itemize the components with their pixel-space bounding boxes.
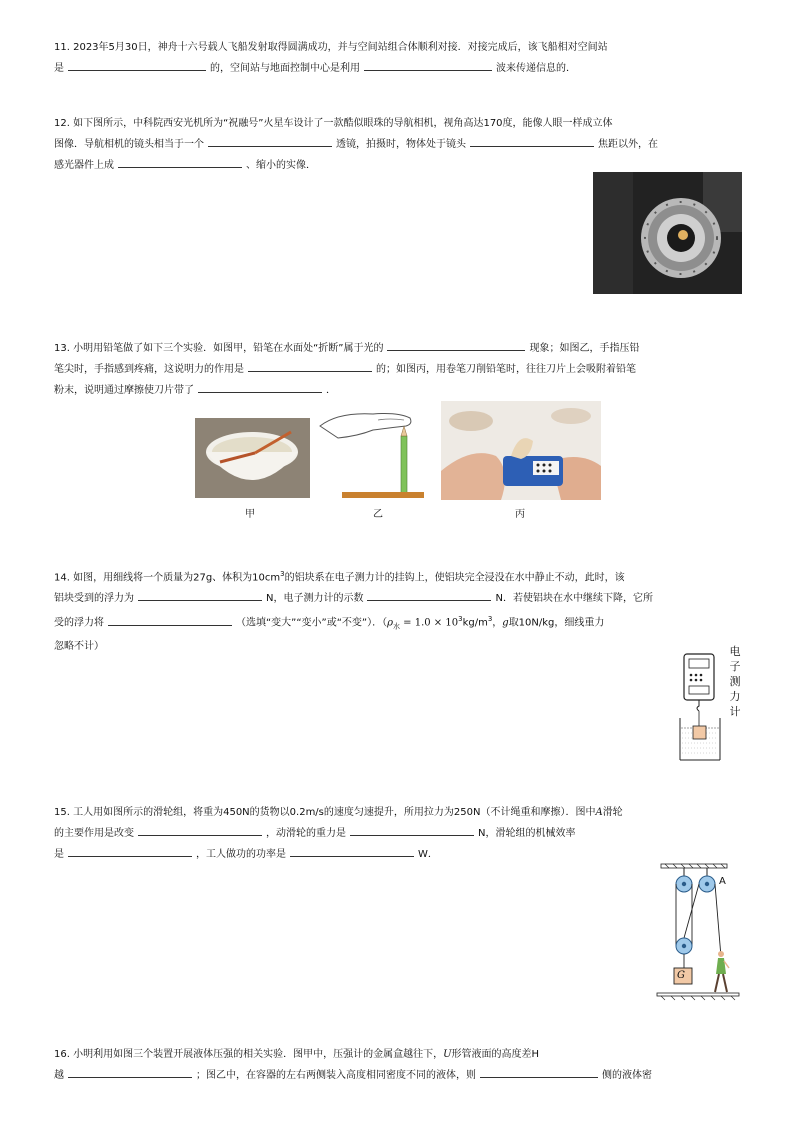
q14-line-1 bbox=[54, 564, 744, 588]
force-meter-label-char: 电 bbox=[729, 645, 741, 658]
q15-text-1: 工人用如图所示的滑轮组，将重为450N的货物以0.2m/s的速度匀速提升，所用拉力为250N（不计绳重和摩擦）．图中 bbox=[73, 807, 596, 818]
q14-text-1b: 的铝块系在电子测力计的挂钩上，使铝块完全浸没在水中静止不动，此时，该 bbox=[284, 572, 625, 584]
q14-blank-1[interactable] bbox=[138, 588, 262, 601]
weight-g-label: G bbox=[677, 970, 685, 981]
q16-text-4: 侧的液体密 bbox=[602, 1070, 652, 1081]
q16-u: U bbox=[443, 1049, 452, 1060]
q12-line-1 bbox=[54, 114, 744, 134]
q14-exp: 3 bbox=[458, 615, 463, 624]
q14-text-2: 铝块受到的浮力为 bbox=[54, 593, 134, 605]
question-15 bbox=[54, 803, 744, 865]
q15-text-6: ，工人做功的功率是 bbox=[196, 849, 286, 860]
q11-blank-2[interactable] bbox=[364, 58, 492, 71]
q15-text-4: N，滑轮组的机械效率 bbox=[478, 828, 576, 839]
q12-text-1: 如下图所示，中科院西安光机所为“祝融号”火星车设计了一款酷似眼珠的导航相机，视角高达170度，能像人眼一样成立体 bbox=[73, 118, 613, 129]
q13-text-3: 笔尖时，手指感到疼痛，这说明力的作用是 bbox=[54, 364, 244, 375]
pulley-system-diagram bbox=[655, 862, 745, 1002]
q14-line-3 bbox=[54, 609, 744, 636]
figure-c-sharpener-photo bbox=[441, 401, 601, 500]
q13-blank-3[interactable] bbox=[198, 380, 322, 393]
q15-text-5: 是 bbox=[54, 849, 64, 860]
q12-text-4: 焦距以外，在 bbox=[598, 139, 658, 150]
q15-blank-4[interactable] bbox=[290, 844, 414, 857]
force-meter-label-char: 子 bbox=[729, 660, 741, 673]
q12-text-6: 、缩小的实像． bbox=[246, 160, 316, 171]
q12-text-3: 透镜，拍摄时，物体处于镜头 bbox=[336, 139, 466, 150]
q13-line-2 bbox=[54, 359, 744, 380]
pulley-a-label: A bbox=[719, 876, 726, 887]
force-meter-label bbox=[728, 644, 742, 719]
q16-text-1b: 形管液面的高度差H bbox=[451, 1049, 540, 1060]
q14-number: 14. bbox=[54, 572, 70, 584]
question-13 bbox=[54, 338, 744, 401]
q14-text-3: N，电子测力计的示数 bbox=[266, 593, 364, 605]
q14-text-1a: 如图，用细线将一个质量为27g、体积为10cm bbox=[73, 572, 281, 584]
q14-text-8: 取10N/kg，细线重力 bbox=[508, 617, 605, 629]
q11-line-1 bbox=[54, 38, 744, 58]
q12-number: 12. bbox=[54, 118, 70, 129]
question-16 bbox=[54, 1045, 744, 1086]
q16-text-3: ；图乙中，在容器的左右两侧装入高度相同密度不同的液体，则 bbox=[196, 1070, 476, 1081]
q11-text-3: 的，空间站与地面控制中心是利用 bbox=[210, 63, 360, 74]
figure-c-caption: 丙 bbox=[515, 509, 525, 520]
force-meter-label-char: 测 bbox=[729, 675, 741, 688]
q15-a: A bbox=[595, 807, 603, 818]
q15-number: 15. bbox=[54, 807, 70, 818]
q13-text-5: 粉末，说明通过摩擦使刀片带了 bbox=[54, 385, 194, 396]
q11-line-2 bbox=[54, 58, 744, 79]
q15-line-2 bbox=[54, 823, 744, 844]
q13-text-1: 小明用铅笔做了如下三个实验．如图甲，铅笔在水面处“折断”属于光的 bbox=[73, 343, 384, 354]
navigation-camera-photo bbox=[593, 172, 742, 294]
figure-b-finger-pencil bbox=[318, 404, 428, 500]
q11-text-1: 2023年5月30日，神舟十六号载人飞船发射取得圆满成功，并与空间站组合体顺利对接．对接完成后，该飞船相对空间站 bbox=[73, 42, 608, 53]
figure-b-caption: 乙 bbox=[373, 509, 383, 520]
force-meter-diagram bbox=[678, 648, 726, 766]
q13-text-6: ． bbox=[326, 385, 336, 396]
q14-text-5: 受的浮力将 bbox=[54, 617, 104, 629]
q14-sup-3: 3 bbox=[280, 570, 285, 578]
q14-rho-sub: 水 bbox=[392, 622, 400, 631]
q14-text-9: 忽略不计） bbox=[54, 640, 104, 652]
force-meter-label-char: 计 bbox=[729, 705, 741, 718]
q14-blank-2[interactable] bbox=[367, 588, 491, 601]
q16-number: 16. bbox=[54, 1049, 70, 1060]
q12-line-2 bbox=[54, 134, 744, 155]
q11-blank-1[interactable] bbox=[68, 58, 206, 71]
q15-text-3: ，动滑轮的重力是 bbox=[266, 828, 346, 839]
q15-blank-3[interactable] bbox=[68, 844, 192, 857]
q14-unit: kg/m bbox=[462, 617, 488, 629]
q16-blank-1[interactable] bbox=[68, 1065, 192, 1078]
q13-text-4: 的；如图丙，用卷笔刀削铅笔时，往往刀片上会吸附着铅笔 bbox=[376, 364, 636, 375]
q14-rho: ρ bbox=[387, 617, 393, 629]
q16-blank-2[interactable] bbox=[480, 1065, 598, 1078]
q14-blank-3[interactable] bbox=[108, 613, 232, 626]
question-14 bbox=[54, 564, 744, 657]
q13-line-1 bbox=[54, 338, 744, 359]
figure-a-caption: 甲 bbox=[245, 509, 255, 520]
q13-blank-1[interactable] bbox=[387, 338, 525, 351]
q12-blank-3[interactable] bbox=[118, 155, 242, 168]
q14-exp2: 3 bbox=[487, 615, 493, 624]
q12-blank-1[interactable] bbox=[208, 134, 332, 147]
q14-text-4: N．若使铝块在水中继续下降，它所 bbox=[495, 593, 653, 605]
q15-text-7: W． bbox=[418, 849, 438, 860]
q14-text-7: ， bbox=[492, 617, 503, 629]
question-12 bbox=[54, 114, 744, 176]
q15-text-1b: 滑轮 bbox=[602, 807, 623, 818]
q16-line-2 bbox=[54, 1065, 744, 1086]
q12-blank-2[interactable] bbox=[470, 134, 594, 147]
q13-blank-2[interactable] bbox=[248, 359, 372, 372]
q14-line-2 bbox=[54, 588, 744, 609]
q14-line-4 bbox=[54, 637, 744, 657]
q15-text-2: 的主要作用是改变 bbox=[54, 828, 134, 839]
q14-eq: = 1.0 × 10 bbox=[399, 617, 459, 629]
q16-text-1: 小明利用如图三个装置开展液体压强的相关实验．图甲中，压强计的金属盒越往下， bbox=[73, 1049, 444, 1060]
q11-text-4: 波来传递信息的． bbox=[496, 63, 576, 74]
force-meter-label-char: 力 bbox=[729, 690, 741, 703]
q15-line-3 bbox=[54, 844, 744, 865]
question-11 bbox=[54, 38, 744, 79]
q13-text-2: 现象；如图乙，手指压铅 bbox=[529, 343, 640, 354]
q11-number: 11. bbox=[54, 42, 70, 53]
q15-line-1 bbox=[54, 803, 744, 823]
q12-text-2: 图像．导航相机的镜头相当于一个 bbox=[54, 139, 204, 150]
q13-number: 13. bbox=[54, 343, 70, 354]
q16-line-1 bbox=[54, 1045, 744, 1065]
q16-text-2: 越 bbox=[54, 1070, 64, 1081]
q15-blank-1[interactable] bbox=[138, 823, 262, 836]
q14-text-6: （选填“变大”“变小”或“不变”）．（ bbox=[236, 617, 388, 629]
q14-g: g bbox=[502, 617, 509, 629]
q11-text-2: 是 bbox=[54, 63, 64, 74]
q12-text-5: 感光器件上成 bbox=[54, 160, 114, 171]
q15-blank-2[interactable] bbox=[350, 823, 474, 836]
q13-line-3 bbox=[54, 380, 744, 401]
figure-a-bowl-photo bbox=[195, 418, 310, 498]
